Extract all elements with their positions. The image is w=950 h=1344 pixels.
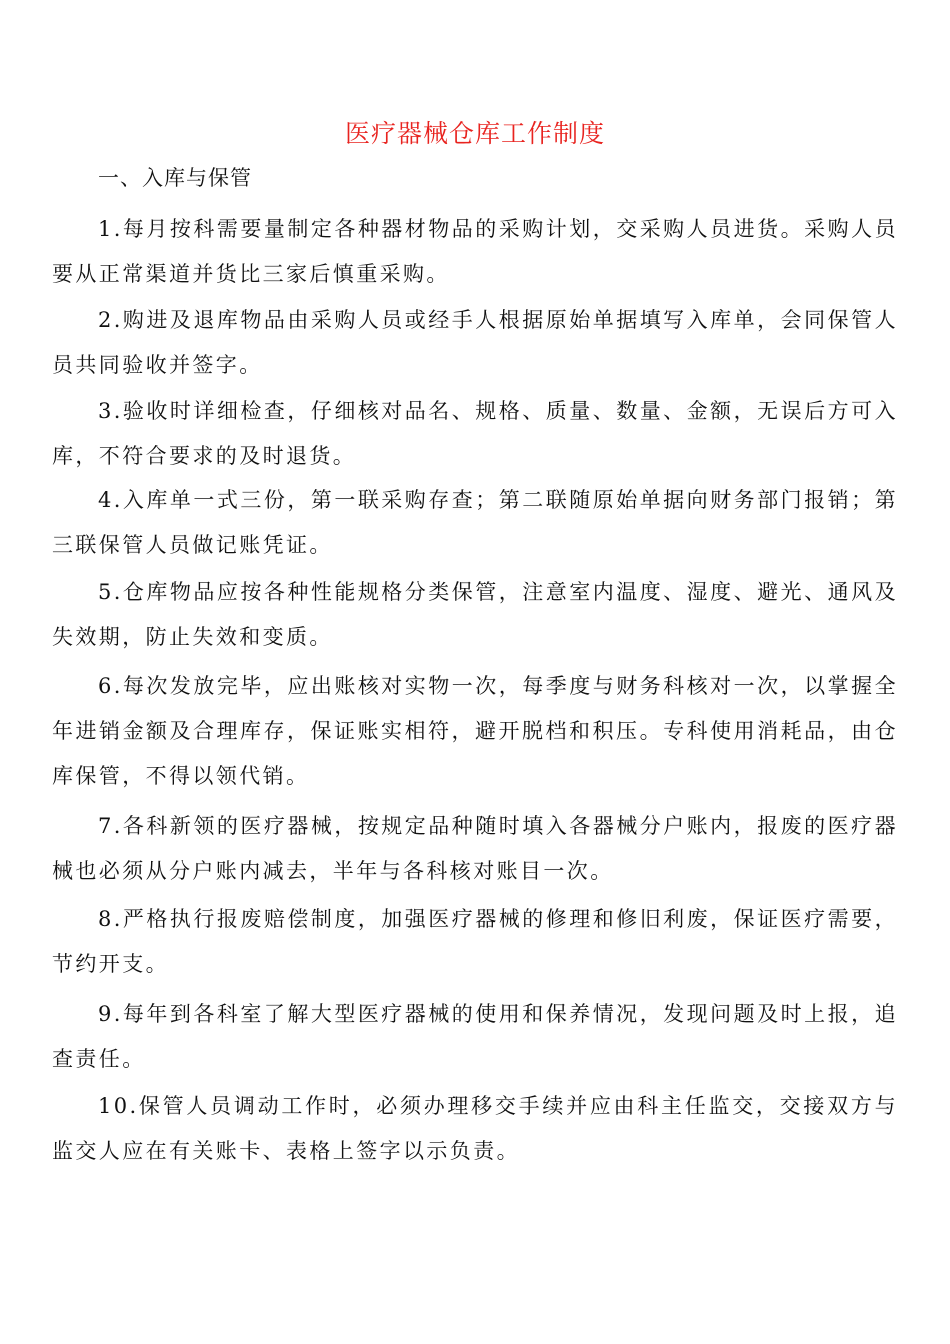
document-title: 医疗器械仓库工作制度 [344,119,605,148]
section-heading: 一、入库与保管 [98,166,252,190]
rule-item-2: 2.购进及退库物品由采购人员或经手人根据原始单据填写入库单，会同保管人员共同验收并签字。 [52,308,898,377]
rule-item-10: 10.保管人员调动工作时，必须办理移交手续并应由科主任监交，交接双方与监交人应在有关账卡、表格上签字以示负责。 [52,1094,898,1163]
rule-item-5: 5.仓库物品应按各种性能规格分类保管，注意室内温度、湿度、避光、通风及失效期，防止失效和变质。 [52,580,898,649]
rule-item-6: 6.每次发放完毕，应出账核对实物一次，每季度与财务科核对一次，以掌握全年进销金额及合理库存，保证账实相符，避开脱档和积压。专科使用消耗品，由仓库保管，不得以领代销。 [52,674,898,788]
rule-item-3: 3.验收时详细检查，仔细核对品名、规格、质量、数量、金额，无误后方可入库，不符合要求的及时退货。 [52,399,898,468]
rule-item-4: 4.入库单一式三份，第一联采购存查；第二联随原始单据向财务部门报销；第三联保管人员做记账凭证。 [52,488,898,557]
rule-item-8: 8.严格执行报废赔偿制度，加强医疗器械的修理和修旧利废，保证医疗需要，节约开支。 [52,907,898,976]
rule-item-1: 1.每月按科需要量制定各种器材物品的采购计划，交采购人员进货。采购人员要从正常渠道并货比三家后慎重采购。 [52,217,898,286]
rule-item-9: 9.每年到各科室了解大型医疗器械的使用和保养情况，发现问题及时上报，追查责任。 [52,1002,898,1071]
rule-item-7: 7.各科新领的医疗器械，按规定品种随时填入各器械分户账内，报废的医疗器械也必须从分户账内减去，半年与各科核对账目一次。 [52,814,898,883]
